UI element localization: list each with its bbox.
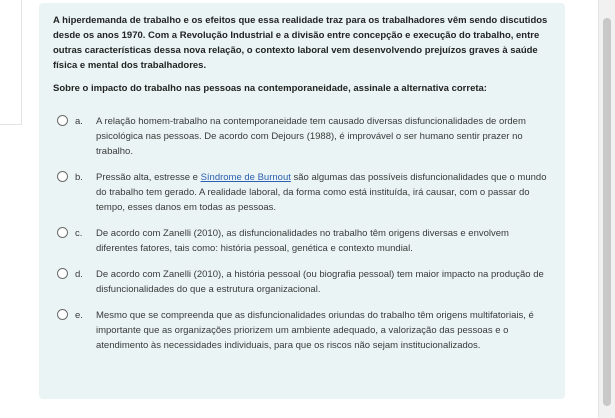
option-letter-a: a. — [75, 116, 83, 127]
option-letter-e: e. — [75, 310, 83, 321]
option-c[interactable] — [53, 226, 555, 256]
radio-a[interactable] — [57, 115, 68, 126]
left-panel-edge — [0, 0, 22, 125]
option-text-b-after: são algumas das possíveis disfuncionalidades que o mundo do trabalho tem gerado. A realidade laboral, da forma como está instituída, irá causar, com o passar do tempo, esses danos em todas as pessoas. — [96, 172, 547, 213]
option-letter-c: c. — [75, 228, 83, 239]
option-d[interactable] — [53, 267, 555, 297]
option-text-c: De acordo com Zanelli (2010), as disfuncionalidades no trabalho têm origens diversas e envolvem diferentes fatores, tais como: história pessoal, genética e contexto mundial. — [96, 228, 509, 254]
option-text-e: Mesmo que se compreenda que as disfuncionalidades oriundas do trabalho têm origens multifatoriais, é importante que as organizações priorizem um ambiente adequado, a valorização das pessoas e o atendimento às necessidades individuais, para que os riscos não sejam institucionalizados. — [96, 310, 534, 351]
burnout-link[interactable]: Síndrome de Burnout — [200, 172, 291, 183]
answer-options — [53, 114, 555, 353]
option-text-b-before: Pressão alta, estresse e — [96, 172, 201, 183]
option-e[interactable] — [53, 308, 555, 353]
radio-d[interactable] — [57, 268, 68, 279]
option-text-d: De acordo com Zanelli (2010), a história pessoal (ou biografia pessoal) tem maior impacto na produção de disfuncionalidades do que a estrutura organizacional. — [96, 269, 544, 295]
scrollbar-thumb[interactable] — [603, 18, 611, 406]
option-b[interactable] — [53, 170, 555, 215]
page-scrollbar[interactable] — [598, 0, 615, 418]
radio-e[interactable] — [57, 309, 68, 320]
option-a[interactable] — [53, 114, 555, 159]
radio-b[interactable] — [57, 171, 68, 182]
option-text-a: A relação homem-trabalho na contemporaneidade tem causado diversas disfuncionalidades de ordem psicológica nas pessoas. De acordo com Dejours (1988), é improvável o ser humano sentir prazer no trabalho. — [96, 116, 526, 157]
radio-c[interactable] — [57, 227, 68, 238]
option-letter-d: d. — [75, 269, 83, 280]
question-card — [39, 3, 565, 399]
question-statement: A hiperdemanda de trabalho e os efeitos que essa realidade traz para os trabalhadores vêm sendo discutidos desde os anos 1970. Com a Revolução Industrial e a divisão entre concepção e execução do trabalho, entre outras características dessa nova relação, o contexto laboral vem desenvolvendo prejuízos graves à saúde física e mental dos trabalhadores. — [53, 15, 548, 71]
question-prompt: Sobre o impacto do trabalho nas pessoas na contemporaneidade, assinale a alternativa correta: — [53, 83, 487, 94]
option-letter-b: b. — [75, 172, 83, 183]
option-text-b — [96, 170, 550, 215]
